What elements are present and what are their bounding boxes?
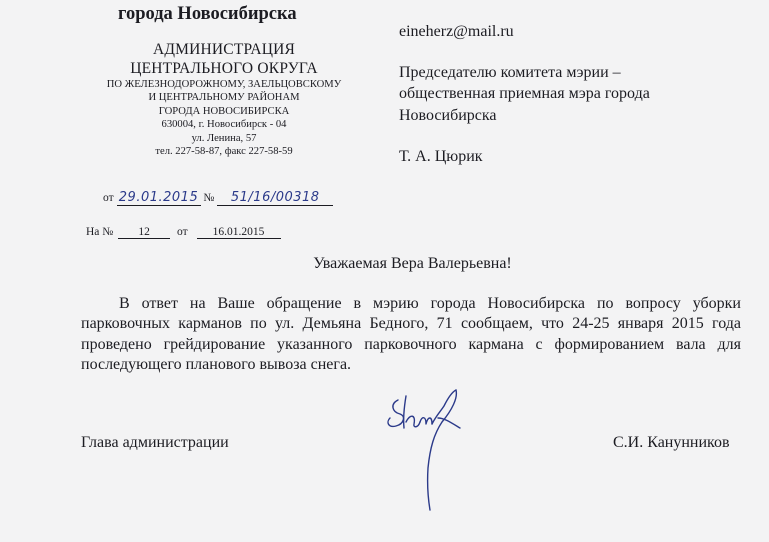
reference-registration: [86, 226, 281, 239]
sender-districts-line3: ГОРОДА НОВОСИБИРСКА: [158, 105, 290, 117]
recipient-block: [399, 21, 650, 168]
outgoing-registration: [103, 190, 333, 206]
salutation: Уважаемая Вера Валерьевна!: [313, 255, 512, 272]
reference-date: 16.01.2015: [197, 226, 281, 239]
outgoing-from-label: от: [103, 192, 114, 204]
sender-phone: тел. 227-58-87, факс 227-58-59: [155, 146, 293, 158]
recipient-line3: Новосибирска: [399, 106, 497, 124]
sender-address-line2: ул. Ленина, 57: [191, 132, 257, 144]
outgoing-number: 51/16/00318: [217, 190, 333, 206]
outgoing-number-label: №: [203, 192, 215, 204]
letterhead-city: города Новосибирска: [118, 4, 297, 24]
signatory-title: Глава администрации: [81, 434, 229, 451]
recipient-line1: Председателю комитета мэрии –: [399, 63, 621, 81]
signatory-name: С.И. Канунников: [613, 434, 730, 451]
sender-admin-line1: АДМИНИСТРАЦИЯ: [152, 41, 296, 58]
outgoing-date: 29.01.2015: [117, 190, 201, 206]
sender-admin-line2: ЦЕНТРАЛЬНОГО ОКРУГА: [130, 60, 318, 77]
recipient-line2: общественная приемная мэра города: [399, 85, 650, 102]
sender-districts-line1: ПО ЖЕЛЕЗНОДОРОЖНОМУ, ЗАЕЛЬЦОВСКОМУ: [106, 79, 342, 90]
reference-from-label: от: [177, 226, 188, 238]
reference-number: 12: [118, 226, 170, 239]
sender-districts-line2: И ЦЕНТРАЛЬНОМУ РАЙОНАМ: [148, 92, 300, 104]
recipient-email: eineherz@mail.ru: [399, 23, 514, 40]
sender-block: [74, 40, 374, 158]
letter-body: В ответ на Ваше обращение в мэрию города Новосибирска по вопросу уборки парковочных карманов по ул. Демьяна Бедного, 71 сообщаем, что 24-25 января 2015 года проведено грейдирование указанного парковочного кармана с формированием вала для последующего планового вывоза снега.: [81, 295, 741, 374]
reference-label: На №: [86, 226, 114, 238]
sender-address-line1: 630004, г. Новосибирск - 04: [161, 119, 287, 131]
recipient-name: Т. А. Цюрик: [399, 148, 483, 165]
handwritten-signature: [376, 388, 506, 518]
